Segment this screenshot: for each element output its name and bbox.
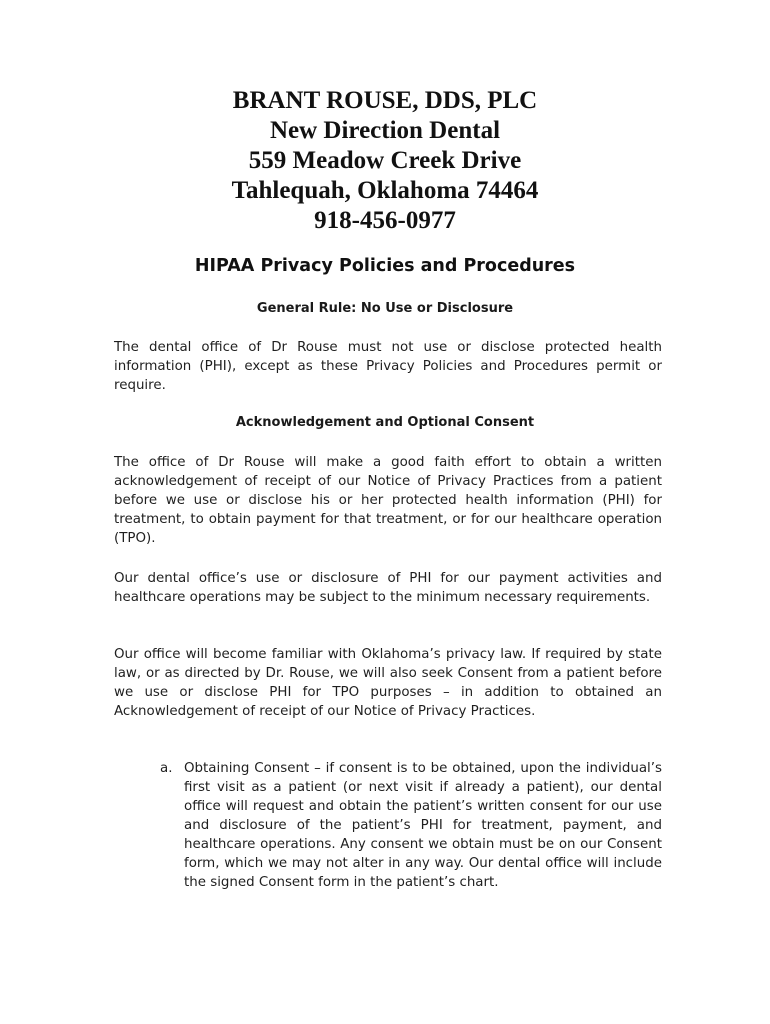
- city-state-zip: Tahlequah, Oklahoma 74464: [231, 177, 539, 204]
- paragraph-general-rule: The dental office of Dr Rouse must not use or disclose protected health information (PHI), except as these Privacy Policies and Procedures permit or require.: [114, 340, 662, 393]
- paragraph-state-law: Our office will become familiar with Oklahoma’s privacy law. If required by state law, or as directed by Dr. Rouse, we will also seek Consent from a patient before we use or disclose PHI for TPO purposes – in addition to obtained an Acknowledgement of receipt of our Notice of Privacy Practices.: [114, 647, 662, 719]
- section-heading-general-rule: General Rule: No Use or Disclosure: [256, 301, 514, 316]
- list-item-marker: a.: [160, 761, 173, 776]
- list-item: [160, 759, 662, 892]
- paragraph-acknowledgement: The office of Dr Rouse will make a good faith effort to obtain a written acknowledgement of receipt of our Notice of Privacy Practices from a patient before we use or disclose his or her protected health information (PHI) for treatment, to obtain payment for that treatment, or for our healthcare operation (TPO).: [114, 455, 662, 546]
- paragraph-minimum-necessary: Our dental office’s use or disclosure of PHI for our payment activities and healthcare operations may be subject to the minimum necessary requirements.: [114, 571, 662, 605]
- street-address: 559 Meadow Creek Drive: [248, 147, 522, 174]
- list-item-text: Obtaining Consent – if consent is to be obtained, upon the individual’s first visit as a patient (or next visit if already a patient), our dental office will request and obtain the patient’s written consent for our use and disclosure of the patient’s PHI for treatment, payment, and healthcare operations. Any consent we obtain must be on our Consent form, which we may not alter in any way. Our dental office will include the signed Consent form in the patient’s chart.: [184, 761, 662, 890]
- practice-name: BRANT ROUSE, DDS, PLC: [232, 87, 538, 114]
- section-heading-acknowledgement: Acknowledgement and Optional Consent: [235, 415, 535, 430]
- practice-dba: New Direction Dental: [269, 117, 501, 144]
- phone-number: 918-456-0977: [314, 207, 456, 234]
- letterhead: [0, 86, 770, 236]
- document-title: HIPAA Privacy Policies and Procedures: [194, 256, 576, 276]
